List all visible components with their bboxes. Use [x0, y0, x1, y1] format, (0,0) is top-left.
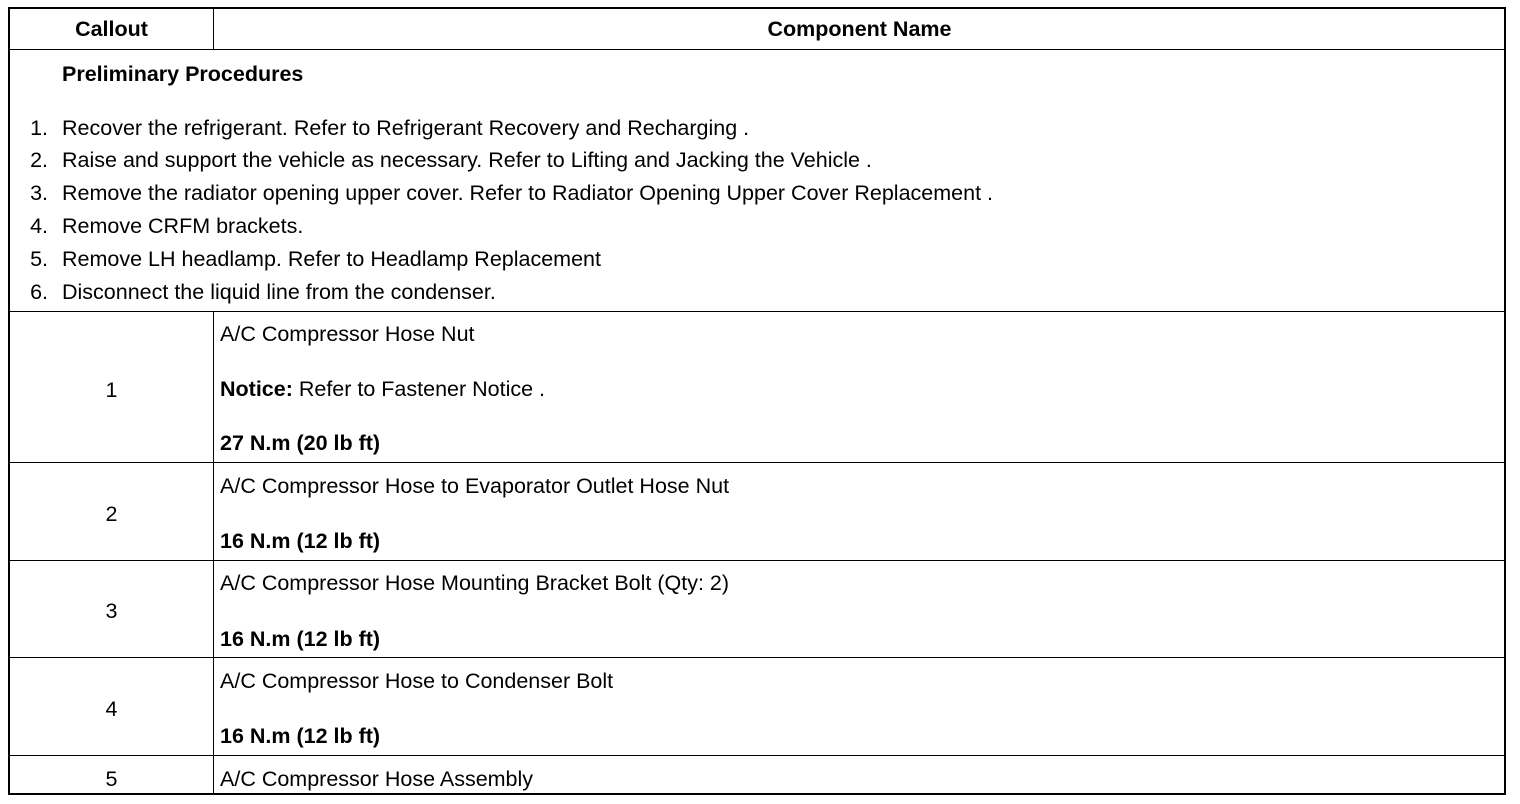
row-divider — [10, 462, 1504, 463]
procedure-table: Callout Component Name Preliminary Procedures 1. Recover the refrigerant. Refer to Refrigerant Recovery and Recharging . 2. Raise and support the vehicle as necessary. Refer to Lifting and Jacking the Vehicle . 3. Remove the radiator opening upper cover. Refer to Radiator Opening Upper Cover Replacement . 4. Remove CRFM brackets. 5. Remove LH headlamp. Refer to Headlamp Replacement 6. Disconnect the liquid line from the condenser. 1 A/C Compressor Hose Nut Notice: Refer to Fastener Notice . 27 N.m (20 lb ft) 2 A/C Compressor Hose to Evaporator Outlet Hose Nut 16 N.m (12 lb ft) 3 A/C Compressor Hose Mounting Bracket Bolt (Qty: 2) 16 N.m (12 lb ft) 4 A/C Compressor Hose to Condenser Bolt 16 N.m (12 lb ft) 5 A/C Compressor Hose Assembly — [8, 7, 1506, 795]
notice-label: Notice: — [220, 377, 293, 401]
header-component-name: Component Name — [767, 17, 952, 41]
row-divider — [10, 755, 1504, 756]
torque-spec: 16 N.m (12 lb ft) — [220, 627, 381, 651]
column-divider — [213, 311, 214, 795]
header-divider — [213, 9, 214, 49]
component-name: A/C Compressor Hose Mounting Bracket Bolt (Qty: 2) — [220, 571, 730, 595]
callout-number: 3 — [105, 599, 118, 623]
preliminary-heading: Preliminary Procedures — [62, 62, 304, 86]
callout-number: 5 — [105, 767, 118, 791]
callout-number: 1 — [105, 378, 118, 402]
torque-spec: 16 N.m (12 lb ft) — [220, 724, 381, 748]
callout-number: 2 — [105, 502, 118, 526]
callout-number: 4 — [105, 697, 118, 721]
component-name: A/C Compressor Hose Assembly — [220, 767, 534, 791]
torque-spec: 27 N.m (20 lb ft) — [220, 431, 381, 455]
row-divider — [10, 311, 1504, 312]
header-callout: Callout — [75, 17, 148, 41]
notice-line — [220, 376, 545, 402]
component-name: A/C Compressor Hose to Condenser Bolt — [220, 669, 614, 693]
component-name: A/C Compressor Hose Nut — [220, 322, 475, 346]
notice-text: Refer to Fastener Notice . — [292, 377, 546, 401]
row-divider — [10, 560, 1504, 561]
row-divider — [10, 49, 1504, 50]
row-divider — [10, 657, 1504, 658]
component-name: A/C Compressor Hose to Evaporator Outlet Hose Nut — [220, 474, 730, 498]
torque-spec: 16 N.m (12 lb ft) — [220, 529, 381, 553]
